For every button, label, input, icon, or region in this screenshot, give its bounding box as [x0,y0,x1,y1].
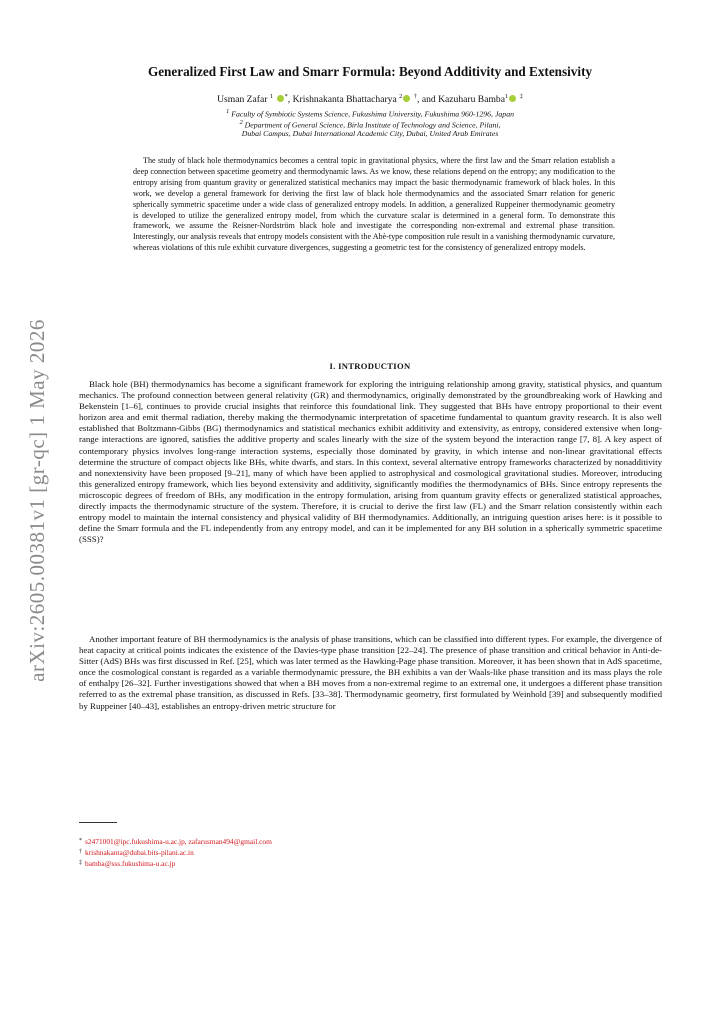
footnote-mark: * [79,838,82,844]
affiliation-text: Faculty of Symbiotic Systems Science, Fukushima University, Fukushima 960-1296, Japan [231,109,514,119]
email-link[interactable]: bamba@sss.fukushima-u.ac.jp [85,859,176,869]
affiliation-number: 2 [399,93,403,100]
body-paragraph: Black hole (BH) thermodynamics has become a significant framework for exploring the intriguing relationship among gravity, statistical physics, and quantum mechanics. The profound connection between general relativity (GR) and thermodynamics, originally demonstrated by the groundbreaking work of Hawking and Bekenstein [1–6], continues to provide crucial insights that reinforce this foundational link. They suggested that BHs have entropy proportional to their event horizon area and emit thermal radiation, thereby making the thermodynamic interpretation of spacetime fundamental to quantum gravity research. It is also well established that Boltzmann-Gibbs (BG) thermodynamics and statistical mechanics exhibit additivity and extensivity, as entropy, considered extensive when long-range interactions are ignored, satisfies the additive property and scales linearly with the size of the system beyond the interaction range [7, 8]. A key aspect of contemporary physics involves long-range interaction systems, especially those dominated by gravity, in which intense and non-linear gravitational effects determine the structure of compact objects like BHs, white dwarfs, and stars. In this context, several alternative entropy frameworks characterized by nonadditivity and nonextensivity have been proposed [9–21], many of which have been applied to astrophysical and cosmological gravitational studies. Moreover, introducing this generalized entropy framework, which lies beyond extensivity and additivity, significantly modifies the thermodynamics of BHs. Since entropy represents the microscopic degrees of freedom of BHs, any modification in the entropy formulation, arising from quantum gravity effects or generalized statistical approaches, directly impacts the thermodynamic structure of the system. Therefore, it is crucial to derive the first law (FL) and the Smarr relation consistently within each entropy model to maintain the internal consistency and physical validity of BH thermodynamics. Additionally, an intriguing question arises here: is it possible to define the Smarr formula and the FL independently from any entropy model, and can it be implemented for any BH solution in a spherically symmetric spacetime (SSS)? [79,379,662,545]
email-link[interactable]: krishnakanta@dubai.bits-pilani.ac.in [85,848,194,858]
affiliation-number: 1 [504,93,509,100]
arxiv-identifier-text: arXiv:2605.00381v1 [gr-qc] 1 May 2026 [24,318,49,682]
author-connector: , and [417,94,439,106]
footnote-email[interactable] [79,836,662,847]
body-paragraph: Another important feature of BH thermodynamics is the analysis of phase transitions, which can be classified into different types. For example, the divergence of heat capacity at critical points indicates the existence of the Davies-type phase transition [22–24]. The presence of phase transition and critical behavior in Anti-de-Sitter (AdS) BHs was first discussed in Ref. [25], which was later termed as the Hawking-Page phase transition. Moreover, it has been shown that in AdS spacetime, once the cosmological constant is regarded as a variable thermodynamic pressure, the BH exhibits a van der Waals-like phase transition and its mass plays the role of enthalpy [26–32]. Further investigations showed that when a BH moves from a non-extremal regime to an extremal one, it undergoes a different phase transition referred to as the extremal phase transition, as discussed in Refs. [33–38]. Thermodynamic geometry, first formulated by Weinhold [39] and subsequently modified by Ruppeiner [40–43], establishes an entropy-driven metric structure for [79,634,662,711]
section-heading: I. INTRODUCTION [329,361,411,371]
affiliation-2-continued [70,129,670,140]
affiliation-number: 2 [239,119,243,126]
abstract: The study of black hole thermodynamics becomes a central topic in gravitational physics, where the first law and the Smarr relation establish a deep connection between spacetime geometry and thermodynamic laws. As we know, these relations depend on the entropy; any modification to the entropy arising from quantum gravity or generalized statistical mechanics may impact the basic thermodynamic framework of black holes. In this work, we develop a general framework for deriving the first law of black hole thermodynamics and the associated Smarr relation for generic spherically symmetric spacetime under a wide class of generalized entropy models. In addition, a generalized Ruppeiner thermodynamic geometry is developed to utilize the generalized entropy model, from which the curvature scalar is determined in a general form. To demonstrate this framework, we assume the Reisner-Nordström black hole and investigate the corresponding non-extremal and extremal phase transition. Interestingly, our analysis reveals that entropy models consistent with the Abè-type composition rule result in a vanishing thermodynamic curvature, whereas violations of this rule exhibit curvature divergences, suggesting a geometric test for the consistency of generalized entropy models. [133,156,615,253]
footnote-email[interactable] [79,847,662,858]
author-name: Kazuharu Bamba [438,94,505,106]
affiliation-number: 1 [226,108,230,115]
footnote-divider [79,822,117,823]
footnote-email[interactable] [79,858,662,869]
author-name: Usman Zafar [217,94,268,106]
orcid-icon[interactable] [509,95,516,102]
footnote-mark: ‡ [79,860,82,867]
author-name: Krishnakanta Bhattacharya [292,94,397,106]
orcid-icon[interactable] [403,95,410,102]
affiliation-text: Dubai Campus, Dubai International Academic City, Dubai, United Arab Emirates [241,129,499,138]
orcid-icon[interactable] [277,95,284,102]
footnote-mark[interactable]: ‡ [519,93,523,100]
footnote-mark[interactable]: * [284,93,288,100]
footnote-mark[interactable]: † [413,93,418,100]
footnote-mark: † [79,849,82,856]
paper-title: Generalized First Law and Smarr Formula: Beyond Additivity and Extensivity [147,64,593,79]
affiliation-text: Department of General Science, Birla Institute of Technology and Science, Pilani, [244,120,501,130]
affiliation-number: 1 [269,93,274,100]
arxiv-identifier-stamp [22,300,52,700]
author-list: Usman Zafar $^1$ *, Krishnakanta Bhattacharya $^2$ †, and Kazuharu Bamba$^1$ ‡ [217,93,523,106]
footnotes [79,836,662,870]
email-link[interactable]: s2471001@ipc.fukushima-u.ac.jp, zafarusman494@gmail.com [85,837,272,846]
